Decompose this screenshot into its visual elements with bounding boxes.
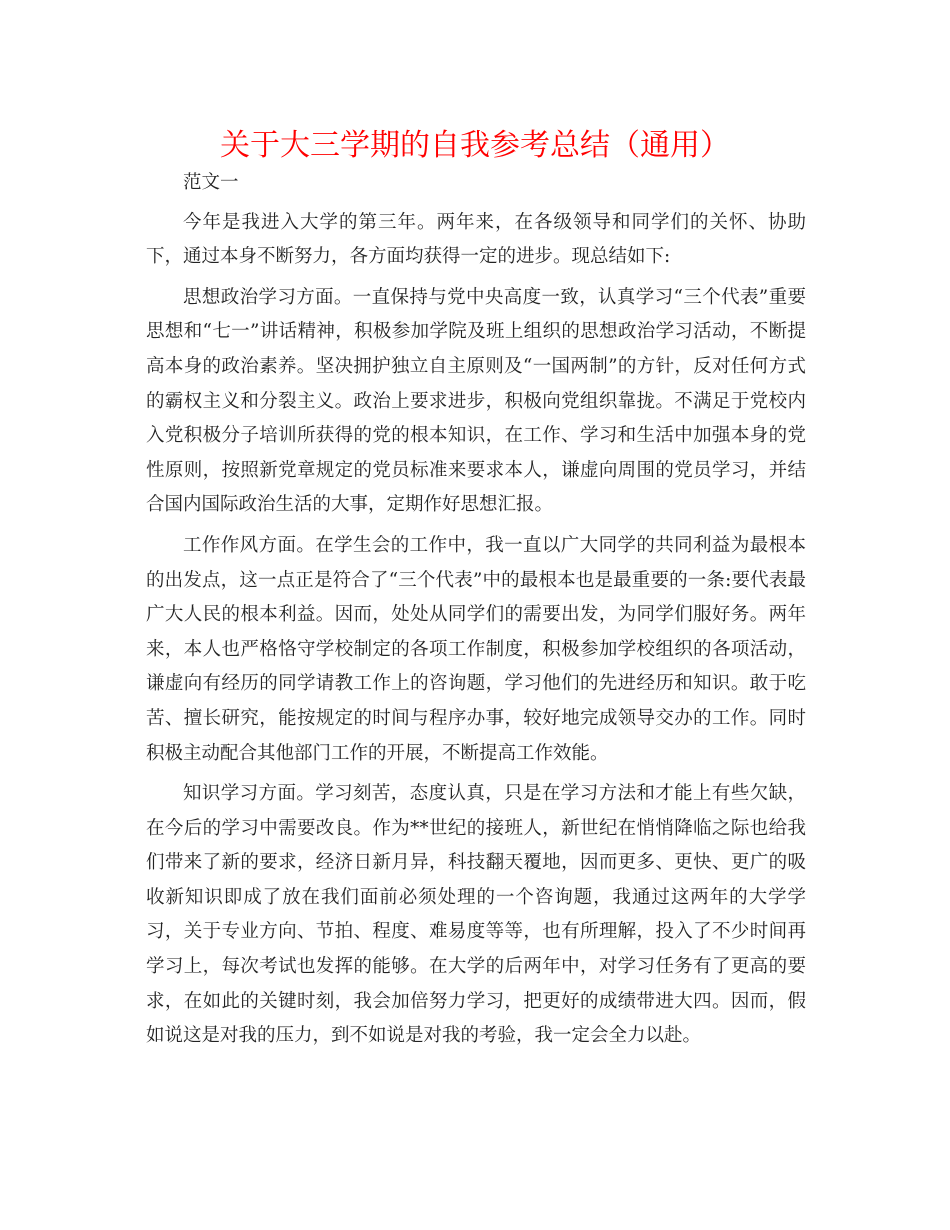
paragraph-intro: 今年是我进入大学的第三年。两年来，在各级领导和同学们的关怀、协助下，通过本身不断努力，各方面均获得一定的进步。现总结如下: [146, 211, 806, 268]
paragraph-political-study: 思想政治学习方面。一直保持与党中央高度一致，认真学习“三个代表”重要思想和“七一”讲话精神，积极参加学院及班上组织的思想政治学习活动，不断提高本身的政治素养。坚决拥护独立自主原则及“一国两制”的方针，反对任何方式的霸权主义和分裂主义。政治上要求进步，积极向党组织靠拢。不满足于党校内入党积极分子培训所获得的党的根本知识，在工作、学习和生活中加强本身的党性原则，按照新党章规定的党员标准来要求本人，谦虚向周围的党员学习，并结合国内国际政治生活的大事，定期作好思想汇报。 [146, 286, 806, 516]
paragraph-work-style: 工作作风方面。在学生会的工作中，我一直以广大同学的共同利益为最根本的出发点，这一点正是符合了“三个代表”中的最根本也是最重要的一条:要代表最广大人民的根本利益。因而，处处从同学们的需要出发，为同学们服好务。两年来，本人也严格恪守学校制定的各项工作制度，积极参加学校组织的各项活动，谦虚向有经历的同学请教工作上的咨询题，学习他们的先进经历和知识。敢于吃苦、擅长研究，能按规定的时间与程序办事，较好地完成领导交办的工作。同时积极主动配合其他部门工作的开展，不断提高工作效能。 [146, 534, 806, 764]
document-title: 关于大三学期的自我参考总结（通用） [220, 128, 730, 163]
document-body [146, 166, 806, 1060]
paragraph-knowledge-study: 知识学习方面。学习刻苦，态度认真，只是在学习方法和才能上有些欠缺，在今后的学习中需要改良。作为**世纪的接班人，新世纪在悄悄降临之际也给我们带来了新的要求，经济日新月异，科技翻天覆地，因而更多、更快、更广的吸收新知识即成了放在我们面前必须处理的一个咨询题，我通过这两年的大学学习，关于专业方向、节拍、程度、难易度等等，也有所理解，投入了不少时间再学习上，每次考试也发挥的能够。在大学的后两年中，对学习任务有了更高的要求，在如此的关键时刻，我会加倍努力学习，把更好的成绩带进大四。因而，假如说这是对我的压力，到不如说是对我的考验，我一定会全力以赴。 [146, 783, 806, 1047]
section-label: 范文一 [183, 172, 239, 193]
